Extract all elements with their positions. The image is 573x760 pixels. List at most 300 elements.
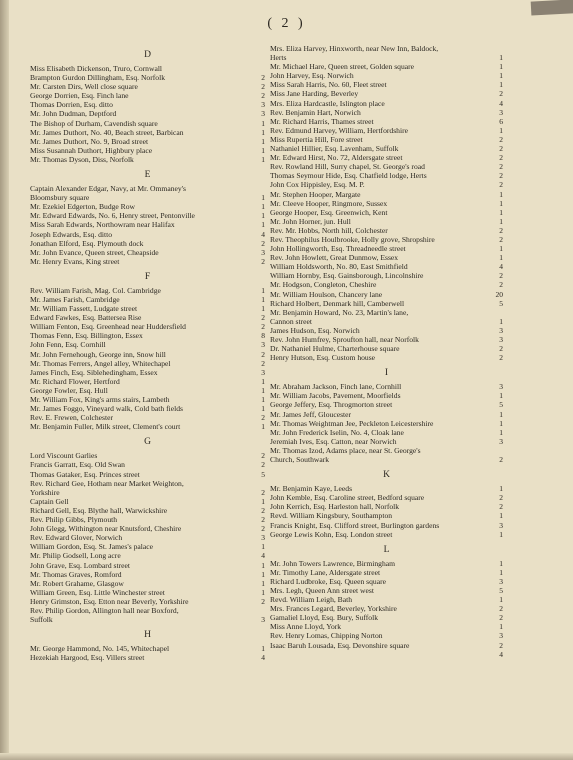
copies-count: 1	[499, 558, 503, 568]
section-letter: H	[144, 630, 151, 641]
copies-count: 1	[261, 211, 265, 221]
subscriber-entry	[270, 650, 503, 659]
subscriber-entry	[270, 290, 503, 299]
subscriber-name: Mr. William Houlson, Chancery lane	[270, 289, 383, 299]
copies-count: 1	[261, 587, 265, 597]
subscriber-entry	[270, 595, 503, 604]
subscriber-name: Mr. Thomas Dyson, Diss, Norfolk	[30, 154, 134, 164]
subscriber-name: Gamaliel Lloyd, Esq. Bury, Suffolk	[270, 613, 378, 623]
copies-count: 1	[499, 80, 503, 90]
subscriber-name: Thomas Fenn, Esq. Billington, Essex	[30, 331, 143, 341]
subscriber-name: Mr. Philip Godsell, Long acre	[30, 551, 121, 561]
subscriber-entry	[270, 144, 503, 153]
copies-count: 1	[261, 136, 265, 146]
copies-count: 3	[261, 247, 265, 257]
subscriber-entry	[270, 419, 503, 428]
subscriber-entry	[270, 135, 503, 144]
subscriber-entry	[30, 653, 265, 662]
subscriber-entry	[270, 44, 503, 62]
subscriber-entry	[30, 220, 265, 229]
copies-count: 1	[261, 422, 265, 432]
subscriber-name: Lord Viscount Garlies	[30, 451, 98, 461]
subscriber-name: Mr. John Fernehough, George inn, Snow hill	[30, 349, 166, 359]
subscriber-name: Mr. William Fox, King's arms stairs, Lambeth	[30, 395, 170, 404]
copies-count: 1	[499, 125, 503, 135]
subscriber-entry	[270, 631, 503, 640]
subscriber-entry	[30, 570, 265, 579]
copies-count: 2	[499, 271, 503, 281]
right-column	[270, 44, 503, 659]
subscriber-name: Rev. Edmund Harvey, William, Hertfordshire	[270, 125, 408, 135]
subscriber-name: Mrs. Eliza Harvey, Hinxworth, near New Inn, Baldock, Herts	[270, 44, 439, 63]
subscriber-entry	[270, 180, 503, 189]
subscriber-entry	[30, 91, 265, 100]
copies-count: 1	[261, 220, 265, 230]
subscriber-entry	[30, 137, 265, 146]
subscriber-name: Mrs. Frances Legard, Beverley, Yorkshire	[270, 604, 397, 614]
copies-count: 1	[499, 316, 503, 326]
subscriber-entry	[270, 171, 503, 180]
subscriber-entry	[270, 99, 503, 108]
subscriber-entry	[270, 199, 503, 208]
subscriber-entry	[30, 542, 265, 551]
subscriber-entry	[270, 530, 503, 539]
subscriber-entry	[270, 153, 503, 162]
subscriber-name: John Glegg, Withington near Knutsford, Cheshire	[30, 524, 182, 534]
subscriber-name: William Green, Esq. Little Winchester street	[30, 587, 165, 597]
subscriber-name	[270, 650, 489, 659]
subscriber-name: Miss Rupertia Hill, Fore street	[270, 134, 363, 144]
copies-count: 1	[261, 560, 265, 570]
copies-count: 3	[261, 340, 265, 350]
copies-count: 1	[499, 484, 503, 494]
subscriber-entry	[270, 502, 503, 511]
subscriber-name: William Hornby, Esq. Gainsborough, Lincolnshire	[270, 271, 424, 281]
subscriber-entry	[30, 64, 265, 73]
subscriber-name: Rev. Benjamin Hart, Norwich	[270, 107, 361, 117]
copies-count: 20	[495, 289, 503, 299]
copies-count: 1	[261, 404, 265, 414]
subscriber-name: Mr. Thomas Ferrers, Angel alley, Whitechapel	[30, 358, 171, 368]
subscriber-name: Mr. Abraham Jackson, Finch lane, Cornhill	[270, 382, 402, 392]
subscriber-entry	[30, 286, 265, 295]
subscriber-name: Mr. Hodgson, Congleton, Cheshire	[270, 280, 377, 290]
section-letter: L	[383, 544, 390, 555]
subscriber-name: Mr. Thomas Graves, Romford	[30, 569, 122, 579]
subscriber-entry	[30, 359, 265, 368]
subscriber-name: Mr. James Foggo, Vineyard walk, Cold bath fields	[30, 404, 183, 414]
subscriber-name: Mr. Benjamin Kaye, Leeds	[270, 484, 353, 494]
subscriber-name: Mr. Thomas Izod, Adams place, near St. George's Church, Southwark	[270, 445, 421, 465]
subscriber-entry	[30, 368, 265, 377]
copies-count: 1	[261, 118, 265, 128]
subscriber-entry	[270, 344, 503, 353]
subscriber-entry	[270, 244, 503, 253]
section-letter: K	[383, 470, 390, 481]
page-number: ( 2 )	[267, 16, 306, 31]
copies-count: 2	[499, 144, 503, 154]
copies-count: 1	[499, 409, 503, 419]
section-letter: E	[144, 170, 151, 181]
subscriber-name: Rev. William Farish, Mag. Col. Cambridge	[30, 285, 161, 295]
subscriber-name: James Finch, Esq. Siblehedingham, Essex	[30, 367, 158, 377]
subscriber-name: Rev. Philip Gibbs, Plymouth	[30, 515, 118, 525]
section-letter: I	[384, 368, 389, 379]
copies-count: 1	[261, 202, 265, 212]
subscriber-entry	[30, 460, 265, 469]
subscriber-name: Mr. William Fassett, Ludgate street	[30, 304, 138, 314]
copies-count: 2	[499, 280, 503, 290]
copies-count: 1	[499, 198, 503, 208]
subscriber-entry	[30, 551, 265, 560]
copies-count: 2	[499, 180, 503, 190]
subscriber-name: John Grave, Esq. Lombard street	[30, 560, 130, 570]
subscriber-entry	[30, 82, 265, 91]
subscriber-name: John Harvey, Esq. Norwich	[270, 71, 354, 81]
copies-count: 1	[261, 154, 265, 164]
copies-count: 1	[499, 567, 503, 577]
copies-count: 3	[261, 533, 265, 543]
subscriber-name: Rev. John Humfrey, Sproufton hall, near Norfolk	[270, 335, 419, 344]
subscriber-name: Mr. Ezekiel Edgerton, Budge Row	[30, 202, 136, 212]
copies-count: 4	[261, 551, 265, 561]
subscriber-name: Joseph Edwards, Esq. ditto	[30, 229, 113, 239]
subscriber-entry	[30, 100, 265, 109]
copies-count: 4	[499, 98, 503, 108]
subscriber-name: Richard Ludbroke, Esq. Queen square	[270, 576, 386, 586]
copies-count: 5	[499, 585, 503, 595]
subscriber-entry	[270, 253, 503, 262]
subscriber-entry	[270, 235, 503, 244]
copies-count: 1	[261, 294, 265, 304]
subscriber-entry	[270, 446, 503, 464]
subscriber-name: Miss Jane Harding, Beverley	[270, 89, 359, 99]
copies-count: 5	[499, 400, 503, 410]
subscriber-entry	[30, 146, 265, 155]
copies-count: 3	[499, 335, 503, 344]
subscriber-name: Henry Hutson, Esq. Custom house	[270, 353, 376, 363]
subscriber-entry	[30, 451, 265, 460]
subscriber-entry	[30, 184, 265, 202]
subscriber-entry	[30, 202, 265, 211]
copies-count: 3	[261, 615, 265, 625]
subscriber-entry	[270, 226, 503, 235]
subscriber-name: Rev. Theophilus Houlbrooke, Holly grove, Shropshire	[270, 234, 435, 244]
subscriber-name: Thomas Gataker, Esq. Princes street	[30, 469, 140, 479]
subscriber-entry	[30, 404, 265, 413]
copies-count: 1	[261, 193, 265, 203]
subscriber-entry	[30, 109, 265, 118]
subscriber-name: Francis Garratt, Esq. Old Swan	[30, 460, 125, 470]
subscriber-name: Rev. Henry Lomas, Chipping Norton	[270, 631, 383, 641]
subscriber-entry	[270, 622, 503, 631]
subscriber-entry	[30, 533, 265, 542]
copies-count: 2	[261, 322, 265, 332]
subscriber-name: William Gordon, Esq. St. James's palace	[30, 542, 153, 552]
subscriber-entry	[270, 308, 503, 326]
subscriber-entry	[30, 506, 265, 515]
copies-count: 2	[261, 238, 265, 248]
subscriber-entry	[30, 524, 265, 533]
copies-count: 4	[261, 653, 265, 663]
subscriber-name: John Fenn, Esq. Cornhill	[30, 340, 106, 350]
copies-count: 2	[261, 451, 265, 461]
subscriber-entry	[270, 382, 503, 391]
subscriber-name: Mr. Stephen Hooper, Margate	[270, 189, 361, 199]
subscriber-entry	[30, 73, 265, 82]
section-letter: F	[144, 271, 151, 282]
subscriber-entry	[270, 217, 503, 226]
subscriber-name: Mrs. Legh, Queen Ann street west	[270, 585, 374, 595]
section-letter: G	[144, 437, 151, 448]
subscriber-entry	[270, 208, 503, 217]
copies-count: 2	[499, 455, 503, 465]
copies-count: 3	[499, 576, 503, 586]
subscriber-name: Mrs. Eliza Hardcastle, Islington place	[270, 98, 385, 108]
subscriber-name: Mr. George Hammond, No. 145, Whitechapel	[30, 644, 170, 654]
copies-count: 2	[261, 524, 265, 534]
copies-count: 3	[261, 100, 265, 110]
copies-count: 2	[499, 613, 503, 623]
subscriber-entry	[30, 386, 265, 395]
subscriber-entry	[270, 108, 503, 117]
copies-count: 1	[499, 53, 503, 63]
subscriber-entry	[270, 511, 503, 520]
copies-count: 2	[499, 344, 503, 354]
copies-count: 8	[261, 331, 265, 341]
subscriber-entry	[30, 497, 265, 506]
subscriber-name: Mr. Thomas Weightman Jee, Peckleton Leicestershire	[270, 418, 434, 428]
copies-count: 2	[261, 256, 265, 266]
copies-count: 3	[499, 520, 503, 530]
subscriber-entry	[270, 410, 503, 419]
copies-count: 1	[261, 395, 265, 404]
subscriber-entry	[270, 484, 503, 493]
copies-count: 2	[499, 502, 503, 512]
subscriber-name: George Fowler, Esq. Hull	[30, 385, 108, 395]
subscriber-name: Mr. Benjamin Howard, No. 23, Martin's lane, Cannon street	[270, 307, 409, 326]
copies-count: 2	[261, 358, 265, 368]
copies-count: 1	[261, 644, 265, 654]
copies-count: 5	[499, 298, 503, 308]
page-binding-shadow	[0, 0, 9, 760]
copies-count: 5	[261, 469, 265, 479]
copies-count: 1	[261, 127, 265, 137]
subscriber-name: Miss Susannah Duthort, Highbury place	[30, 145, 153, 155]
copies-count: 1	[499, 427, 503, 437]
copies-count: 1	[499, 253, 503, 263]
subscriber-entry	[30, 606, 265, 624]
subscriber-entry	[270, 400, 503, 409]
copies-count: 2	[261, 413, 265, 423]
copies-count: 1	[261, 304, 265, 314]
copies-count: 1	[499, 244, 503, 254]
copies-count: 1	[499, 207, 503, 217]
copies-count: 1	[261, 285, 265, 295]
subscriber-entry	[270, 326, 503, 335]
subscriber-entry	[30, 239, 265, 248]
copies-count: 2	[261, 460, 265, 470]
copies-count: 2	[261, 313, 265, 323]
copies-count: 4	[499, 649, 503, 659]
copies-count: 3	[261, 367, 265, 377]
copies-count: 1	[499, 189, 503, 199]
copies-count: 2	[499, 153, 503, 163]
copies-count: 2	[499, 493, 503, 503]
subscriber-entry	[270, 604, 503, 613]
copies-count: 2	[499, 353, 503, 363]
subscriber-name: Nathaniel Hillier, Esq. Lavenham, Suffolk	[270, 144, 399, 154]
copies-count: 2	[261, 515, 265, 525]
subscriber-entry	[30, 230, 265, 239]
subscriber-entry	[270, 391, 503, 400]
subscriber-entry	[30, 304, 265, 313]
subscriber-name: Mr. Henry Evans, King street	[30, 256, 120, 266]
section-letter: D	[144, 50, 151, 60]
subscriber-entry	[270, 568, 503, 577]
torn-corner	[531, 0, 573, 16]
subscriber-entry	[270, 577, 503, 586]
subscriber-name: John Kerrich, Esq. Harleston hall, Norfolk	[270, 502, 400, 512]
subscriber-entry	[270, 559, 503, 568]
subscriber-entry	[30, 470, 265, 479]
copies-count: 2	[261, 487, 265, 497]
copies-count: 1	[499, 622, 503, 632]
subscriber-entry	[270, 299, 503, 308]
copies-count: 2	[499, 134, 503, 144]
copies-count: 2	[499, 162, 503, 172]
subscriber-name: Mr. John Dudman, Deptford	[30, 109, 117, 119]
subscriber-entry	[30, 295, 265, 304]
subscriber-name: Rev. E. Frewen, Colchester	[30, 413, 114, 423]
subscriber-name: Mr. James Duthort, No. 9, Broad street	[30, 136, 149, 146]
subscriber-entry	[30, 119, 265, 128]
subscriber-entry	[30, 340, 265, 349]
subscriber-name: George Lewis Kohn, Esq. London street	[270, 529, 393, 539]
copies-count: 3	[499, 631, 503, 641]
subscriber-name: John Hollingworth, Esq. Threadneedle street	[270, 244, 406, 254]
subscriber-name: Mr. John Frederick Iselin, No. 4, Cloak lane	[270, 427, 404, 437]
copies-count: 2	[261, 505, 265, 515]
copies-count: 1	[499, 529, 503, 539]
subscriber-name: Dr. Nathaniel Hulme, Charterhouse square	[270, 344, 400, 354]
subscriber-entry	[270, 437, 503, 446]
subscriber-entry	[30, 211, 265, 220]
subscriber-name: Miss Sarah Edwards, Northowram near Halifax	[30, 220, 175, 230]
subscriber-name: George Jeffery, Esq. Throgmorton street	[270, 400, 393, 410]
subscriber-entry	[270, 190, 503, 199]
subscriber-name: Isaac Baruh Lousada, Esq. Devonshire square	[270, 640, 410, 650]
copies-count: 1	[261, 145, 265, 155]
left-column	[30, 44, 265, 662]
subscriber-name: Miss Sarah Harris, No. 60, Fleet street	[270, 80, 387, 90]
subscriber-name: Mr. Michael Hare, Queen street, Golden square	[270, 62, 415, 72]
subscriber-entry	[270, 262, 503, 271]
subscriber-name: Mr. James Jeff, Gloucester	[270, 409, 352, 419]
subscriber-entry	[30, 350, 265, 359]
subscriber-entry	[30, 155, 265, 164]
copies-count: 2	[499, 234, 503, 244]
subscriber-entry	[30, 597, 265, 606]
subscriber-entry	[30, 395, 265, 404]
copies-count: 2	[499, 225, 503, 235]
subscriber-entry	[270, 428, 503, 437]
copies-count: 1	[261, 578, 265, 588]
copies-count: 1	[261, 385, 265, 395]
subscriber-name: Hezekiah Hargood, Esq. Villers street	[30, 653, 145, 663]
subscriber-name: Miss Elisabeth Dickenson, Truro, Cornwall	[30, 64, 163, 73]
subscriber-entry	[270, 613, 503, 622]
subscriber-entry	[30, 579, 265, 588]
subscriber-entry	[30, 515, 265, 524]
subscriber-entry	[270, 117, 503, 126]
subscriber-entry	[30, 413, 265, 422]
copies-count: 6	[499, 116, 503, 126]
copies-count: 2	[261, 91, 265, 101]
copies-count: 1	[499, 216, 503, 226]
subscriber-name: Mr. Benjamin Fuller, Milk street, Clement's court	[30, 422, 181, 432]
copies-count: 1	[261, 569, 265, 579]
subscriber-name: Thomas Seymour Hide, Esq. Chatfield lodge, Herts	[270, 171, 427, 181]
copies-count: 3	[499, 107, 503, 117]
subscriber-name: Brampton Gurdon Dillingham, Esq. Norfolk	[30, 73, 165, 83]
subscriber-entry	[270, 586, 503, 595]
subscriber-name: Revd. William Leigh, Bath	[270, 595, 353, 605]
copies-count: 3	[499, 325, 503, 335]
copies-count: 1	[499, 595, 503, 605]
subscriber-name: Rev. John Howlett, Great Dunmow, Essex	[270, 253, 399, 263]
copies-count: 2	[499, 640, 503, 650]
subscriber-entry	[30, 588, 265, 597]
subscriber-name: Mr. James Farish, Cambridge	[30, 294, 120, 304]
subscriber-name: Mr. Carsten Dirs, Well close square	[30, 82, 138, 92]
subscriber-name: John Cox Hippisley, Esq. M. P.	[270, 180, 365, 190]
copies-count: 1	[499, 391, 503, 401]
subscriber-name: Mr. William Jacobs, Pavement, Moorfields	[270, 391, 401, 401]
subscriber-entry	[270, 62, 503, 71]
subscriber-name: Rev. Philip Gordon, Allington hall near Boxford, Suffolk	[30, 605, 179, 625]
subscriber-name: Francis Knight, Esq. Clifford street, Burlington gardens	[270, 520, 440, 530]
copies-count: 3	[261, 109, 265, 119]
subscriber-entry	[30, 313, 265, 322]
subscriber-name: Revd. William Kingsbury, Southampton	[270, 511, 393, 521]
subscriber-name: George Hooper, Esq. Greenwich, Kent	[270, 207, 388, 217]
copies-count: 4	[261, 229, 265, 239]
subscriber-name: Captain Alexander Edgar, Navy, at Mr. Ommaney's Bloomsbury square	[30, 184, 186, 203]
subscriber-name: Richard Gell, Esq. Blythe hall, Warwickshire	[30, 505, 168, 515]
subscriber-entry	[270, 353, 503, 362]
subscriber-name: Jeremiah Ives, Esq. Catton, near Norwich	[270, 436, 397, 446]
subscriber-name: Mr. John Horner, jun. Hull	[270, 216, 351, 226]
copies-count: 1	[499, 62, 503, 72]
copies-count: 3	[499, 436, 503, 446]
subscriber-name: Thomas Dorrien, Esq. ditto	[30, 100, 113, 110]
copies-count: 2	[499, 604, 503, 614]
copies-count: 1	[261, 542, 265, 552]
subscriber-name: Mr. John Evance, Queen street, Cheapside	[30, 247, 159, 257]
subscriber-entry	[270, 162, 503, 171]
copies-count: 4	[499, 262, 503, 272]
subscriber-entry	[270, 271, 503, 280]
subscriber-name: Mr. Edward Hirst, No. 72, Aldersgate street	[270, 153, 403, 163]
subscriber-name: Edward Fawkes, Esq. Battersea Rise	[30, 313, 142, 323]
subscriber-name: Mr. John Towers Lawrence, Birmingham	[270, 558, 396, 568]
copies-count: 2	[261, 82, 265, 92]
subscriber-entry	[30, 322, 265, 331]
subscriber-entry	[270, 521, 503, 530]
subscriber-name: Mr. Richard Harris, Thames street	[270, 116, 374, 126]
subscriber-entry	[30, 331, 265, 340]
